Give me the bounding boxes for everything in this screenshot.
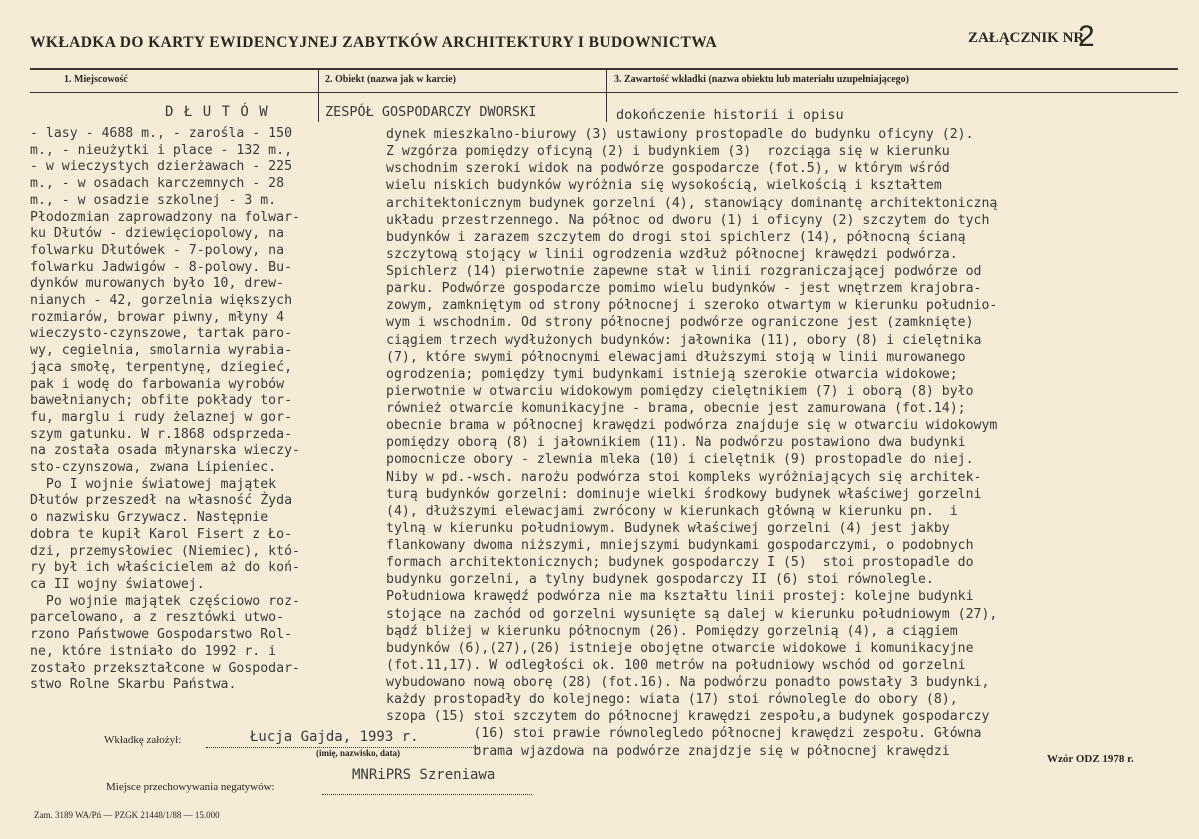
inserted-by-caption: (imię, nazwisko, data) <box>316 748 400 758</box>
object-value: ZESPÓŁ GOSPODARCZY DWORSKI <box>325 104 537 120</box>
column-label-object: 2. Obiekt (nazwa jak w karcie) <box>325 74 456 85</box>
storage-label: Miejsce przechowywania negatywów: <box>106 781 275 793</box>
column-divider-2 <box>606 70 607 122</box>
locality-value: D Ł U T Ó W <box>165 104 269 120</box>
header-rule <box>30 68 1178 70</box>
form-title: WKŁADKA DO KARTY EWIDENCYJNEJ ZABYTKÓW ARCHITEKTURY I BUDOWNICTWA <box>30 34 718 51</box>
storage-line <box>322 794 532 795</box>
inserted-by-label: Wkładkę założył: <box>104 734 182 746</box>
annex-label: ZAŁĄCZNIK NR <box>968 30 1085 46</box>
inserted-by-value: Łucja Gajda, 1993 r. <box>250 729 419 745</box>
form-pattern: Wzór ODZ 1978 r. <box>1047 753 1134 765</box>
column-label-contents: 3. Zawartość wkładki (nazwa obiektu lub materiału uzupełniającego) <box>614 74 910 85</box>
column-label-locality: 1. Miejscowość <box>64 74 128 85</box>
contents-value: dokończenie historii i opisu <box>616 107 844 123</box>
storage-value: MNRiPRS Szreniawa <box>352 767 496 783</box>
column-header-rule <box>30 92 1178 93</box>
print-order: Zam. 3189 WA/Pń — PZGK 21448/1/88 — 15.000 <box>34 810 220 820</box>
column-divider-1 <box>318 70 319 122</box>
annex-number: 2 <box>1078 20 1095 53</box>
main-column-text: dynek mieszkalno-biurowy (3) ustawiony prostopadle do budynku oficyny (2). Z wzgórza pomiędzy oficyną (2) i budynkiem (3) rozciąga się w kierunku wschodnim szeroki widok na podwórze gospodarcze (fot.5), w którym wśród wielu niskich budynków wyróżnia się wysokością, wielkością i kształtem architektonicznym budynek gorzelni (4), stanowiący dominantę architektoniczną układu przestrzennego. Na północ od dworu (1) i oficyny (2) szczytem do tych budynków i zarazem szczytem do drogi stoi spichlerz (14), północną ścianą szczytową stojący w linii ogrodzenia wzdłuż północnej krawędzi podwórza. Spichlerz (14) pierwotnie zapewne stał w linii rozgraniczającej podwórze od parku. Podwórze gospodarcze pomimo wielu budynków - jest wnętrzem krajobra- zowym, zamkniętym od strony północnej i szeroko otwartym w kierunku południo- wym i wschodnim. Od strony północnej podwórze ograniczone jest (zamknięte) ciągiem trzech wydłużonych budynków: jałownika (11), obory (8) i cielętnika (7), które swymi północnymi elewacjami dłuższymi stoją w linii murowanego ogrodzenia; pomiędzy tymi budynkami istnieją szerokie otwarcia widokowe; pierwotnie w otwarciu widokowym pomiędzy cielętnikiem (7) i oborą (8) było również otwarcie komunikacyjne - brama, obecnie jest zamurowana (fot.14); obecnie brama w północnej krawędzi podwórza znajduje się w otwarciu widokowym pomiędzy oborą (8) i jałownikiem (11). Na podwórzu postawiono dwa budynki pomocnicze obory - zlewnia mleka (10) i cielętnik (9) prostopadle do niej. Niby w pd.-wsch. narożu podwórza stoi kompleks wyróżniających się architek- turą budynków gorzelni: dominuje wielki środkowy budynek właściwej gorzelni (4), dłuższymi elewacjami zwrócony w kierunkach główną w kierunku pn. i tylną w kierunku południowym. Budynek właściwej gorzelni (4) jest jakby flankowany dwoma niższymi, mniejszymi budynkami gospodarczymi, o podobnych formach architektonicznych; budynek gospodarczy I (5) stoi prostopadle do budynku gorzelni, a tylny budynek gospodarczy II (6) stoi równolegle. Południowa krawędź podwórza nie ma kształtu linii prostej: kolejne budynki stojące na zachód od gorzelni wysunięte są dalej w kierunku południowym (27), bądź bliżej w kierunku północnym (26). Pomiędzy gorzelnią (4), a ciągiem budynków (6),(27),(26) istnieje obojętne otwarcie widokowe i komunikacyjne (fot.11,17). W odległości ok. 100 metrów na południowy wschód od gorzelni wybudowano nową oborę (28) (fot.16). Na podwórzu ponadto powstały 3 budynki, każdy prostopadły do kolejnego: wiata (17) stoi równolegle do obory (8), szopa (15) stoi szczytem do północnej krawędzi zespołu,a budynek gospodarczy (16) stoi prawie równolegledo północnej krawędzi zespołu. Główna brama wjazdowa na podwórze znajdzje się w północnej krawędzi <box>386 127 998 759</box>
left-column-text: - lasy - 4688 m., - zarośla - 150 m., - nieużytki i place - 132 m., - w wieczystych dzierżawach - 225 m., - w osadach karczemnych - 28 m., - w osadzie szkolnej - 3 m. Płodozmian zaprowadzony na folwar- ku Dłutów - dziewięciopolowy, na folwarku Dłutówek - 7-polowy, na folwarku Jadwigów - 8-polowy. Bu- dynków murowanych było 10, drew- nianych - 42, gorzelnia większych rozmiarów, browar piwny, młyny 4 wieczysto-czynszowe, tartak paro- wy, cegielnia, smolarnia wyrabia- jąca smołę, terpentynę, dziegieć, pak i wodę do farbowania wyrobów bawełnianych; obfite pokłady tor- fu, marglu i rudy żelaznej w gor- szym gatunku. W r.1868 odsprzeda- na została osada młynarska wieczy- sto-czynszowa, zwana Lipieniec. Po I wojnie światowej majątek Dłutów przeszedł na własność Żyda o nazwisku Grzywacz. Następnie dobra te kupił Karol Fisert z Ło- dzi, przemysłowiec (Niemiec), któ- ry był ich właścicielem aż do koń- ca II wojny światowej. Po wojnie majątek częściowo roz- parcelowano, a z resztówki utwo- rzono Państwowe Gospodarstwo Rol- ne, które istniało do 1992 r. i zostało przekształcone w Gospodar- stwo Rolne Skarbu Państwa. <box>30 126 300 693</box>
